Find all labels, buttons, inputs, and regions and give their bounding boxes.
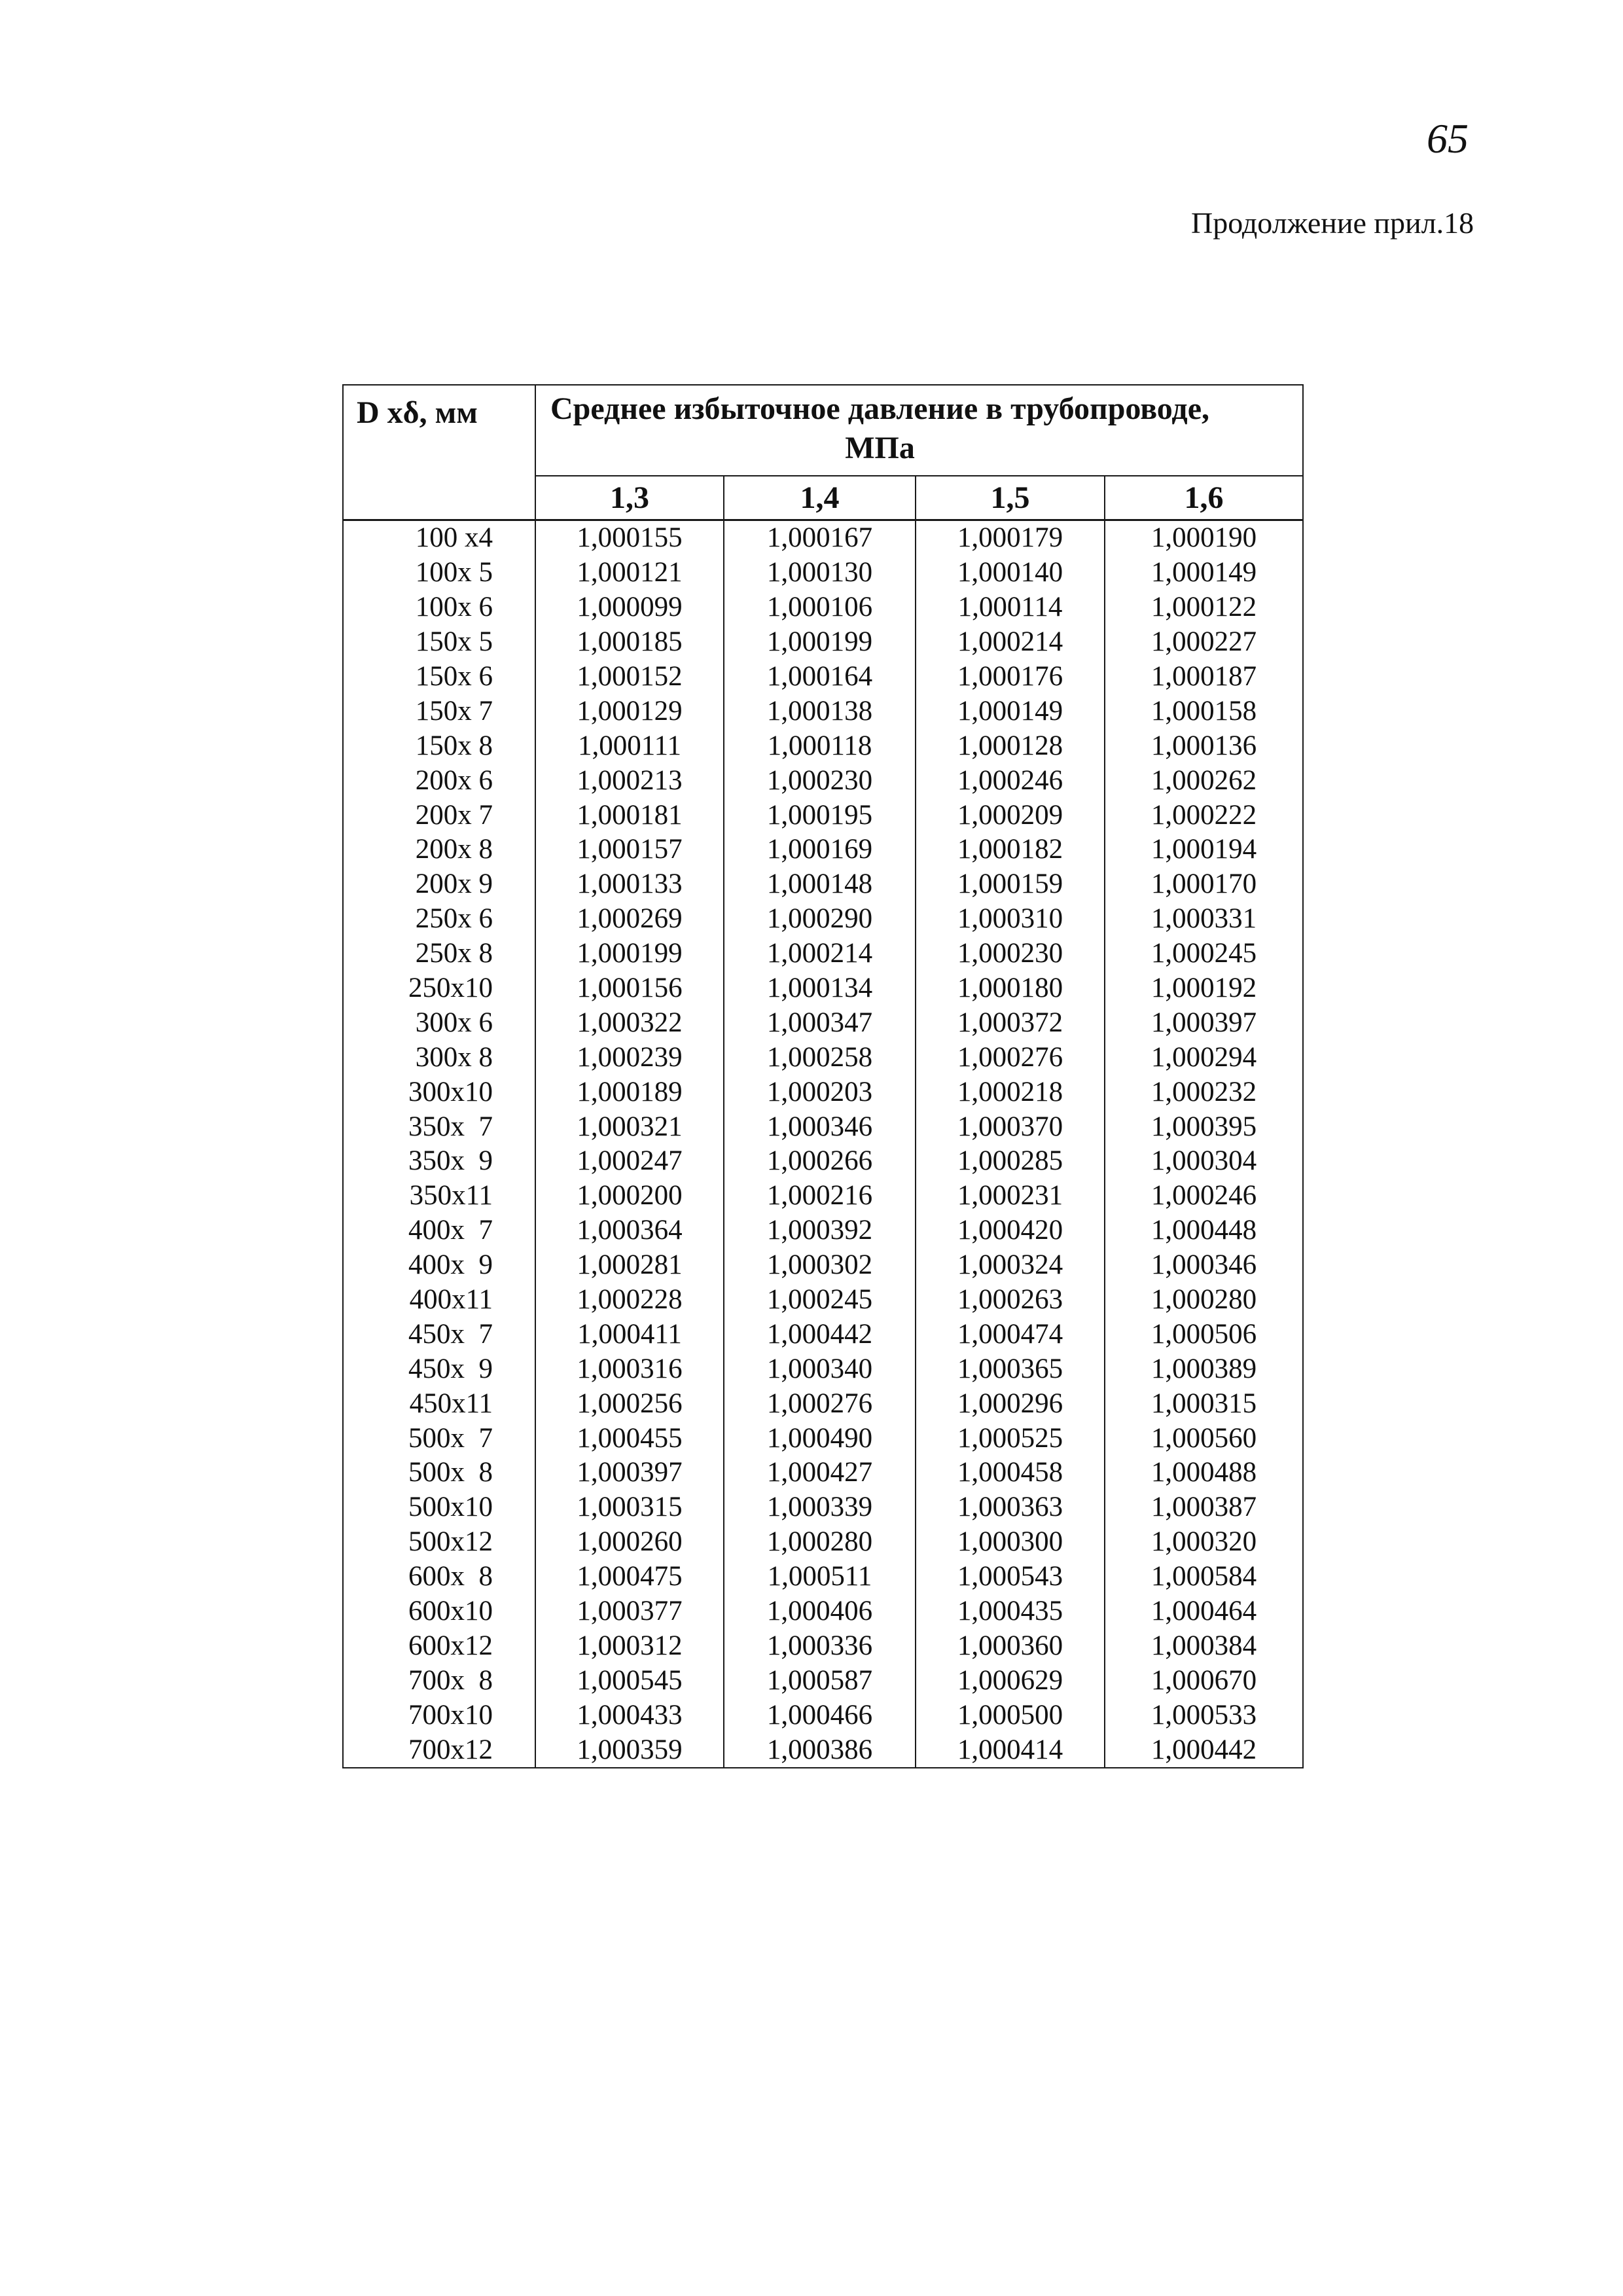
coefficient-cell: 1,000490 (724, 1421, 916, 1456)
dimension-cell: 150x 7 (343, 694, 535, 728)
coefficient-cell: 1,000488 (1105, 1456, 1303, 1490)
coefficient-cell: 1,000300 (916, 1525, 1105, 1560)
table-row (343, 556, 1303, 590)
coefficient-cell: 1,000256 (535, 1386, 724, 1421)
coefficient-cell: 1,000149 (916, 694, 1105, 728)
dimension-cell: 100 x4 (343, 520, 535, 556)
continuation-label: Продолжение прил.18 (1191, 206, 1474, 240)
coefficient-cell: 1,000129 (535, 694, 724, 728)
dimension-cell: 300x10 (343, 1075, 535, 1109)
coefficient-cell: 1,000157 (535, 833, 724, 867)
coefficient-cell: 1,000389 (1105, 1352, 1303, 1386)
coefficient-cell: 1,000304 (1105, 1144, 1303, 1179)
coefficient-cell: 1,000214 (916, 625, 1105, 660)
coefficient-cell: 1,000331 (1105, 902, 1303, 937)
coefficient-cell: 1,000149 (1105, 556, 1303, 590)
dimension-cell: 400x11 (343, 1283, 535, 1318)
dimension-cell: 300x 6 (343, 1005, 535, 1040)
coefficient-cell: 1,000466 (724, 1698, 916, 1732)
coefficient-cell: 1,000442 (724, 1317, 916, 1352)
coefficient-cell: 1,000347 (724, 1005, 916, 1040)
coefficient-cell: 1,000128 (916, 728, 1105, 763)
coefficient-cell: 1,000377 (535, 1594, 724, 1629)
table-row (343, 1594, 1303, 1629)
coefficient-cell: 1,000158 (1105, 694, 1303, 728)
coefficient-cell: 1,000500 (916, 1698, 1105, 1732)
coefficient-cell: 1,000245 (724, 1283, 916, 1318)
dimension-cell: 250x10 (343, 971, 535, 1006)
dimension-cell: 150x 8 (343, 728, 535, 763)
coefficient-cell: 1,000164 (724, 660, 916, 694)
coefficient-cell: 1,000121 (535, 556, 724, 590)
coefficient-cell: 1,000260 (535, 1525, 724, 1560)
coefficient-cell: 1,000285 (916, 1144, 1105, 1179)
coefficient-cell: 1,000118 (724, 728, 916, 763)
table-row (343, 1352, 1303, 1386)
dimension-cell: 600x10 (343, 1594, 535, 1629)
coefficient-cell: 1,000199 (724, 625, 916, 660)
coefficient-cell: 1,000180 (916, 971, 1105, 1006)
dimension-column-header: D xδ, мм (343, 385, 535, 520)
coefficient-cell: 1,000414 (916, 1732, 1105, 1768)
dimension-cell: 700x10 (343, 1698, 535, 1732)
coefficient-cell: 1,000263 (916, 1283, 1105, 1318)
coefficient-cell: 1,000140 (916, 556, 1105, 590)
coefficient-cell: 1,000406 (724, 1594, 916, 1629)
coefficient-cell: 1,000239 (535, 1040, 724, 1075)
coefficient-cell: 1,000246 (1105, 1179, 1303, 1213)
dimension-cell: 600x 8 (343, 1560, 535, 1594)
coefficient-cell: 1,000213 (535, 763, 724, 798)
dimension-cell: 350x 7 (343, 1109, 535, 1144)
coefficient-cell: 1,000363 (916, 1490, 1105, 1525)
pressure-column-header: 1,3 (535, 476, 724, 520)
coefficient-cell: 1,000133 (535, 867, 724, 902)
coefficient-cell: 1,000148 (724, 867, 916, 902)
table-row (343, 590, 1303, 625)
dimension-cell: 400x 9 (343, 1248, 535, 1283)
coefficient-cell: 1,000339 (724, 1490, 916, 1525)
coefficient-cell: 1,000411 (535, 1317, 724, 1352)
coefficient-cell: 1,000545 (535, 1663, 724, 1698)
coefficient-cell: 1,000324 (916, 1248, 1105, 1283)
pressure-column-header: 1,5 (916, 476, 1105, 520)
coefficient-cell: 1,000420 (916, 1213, 1105, 1248)
coefficient-cell: 1,000587 (724, 1663, 916, 1698)
coefficient-cell: 1,000296 (916, 1386, 1105, 1421)
coefficient-cell: 1,000182 (916, 833, 1105, 867)
coefficient-cell: 1,000442 (1105, 1732, 1303, 1768)
coefficient-cell: 1,000336 (724, 1629, 916, 1664)
coefficient-cell: 1,000209 (916, 798, 1105, 833)
dimension-cell: 700x12 (343, 1732, 535, 1768)
coefficient-cell: 1,000111 (535, 728, 724, 763)
coefficient-cell: 1,000458 (916, 1456, 1105, 1490)
coefficient-cell: 1,000192 (1105, 971, 1303, 1006)
coefficient-cell: 1,000179 (916, 520, 1105, 556)
table-row (343, 1456, 1303, 1490)
table-row (343, 971, 1303, 1006)
table-row (343, 1560, 1303, 1594)
coefficient-cell: 1,000228 (535, 1283, 724, 1318)
coefficient-cell: 1,000185 (535, 625, 724, 660)
coefficient-cell: 1,000386 (724, 1732, 916, 1768)
table-row (343, 833, 1303, 867)
coefficient-cell: 1,000372 (916, 1005, 1105, 1040)
coefficient-cell: 1,000194 (1105, 833, 1303, 867)
coefficient-cell: 1,000203 (724, 1075, 916, 1109)
table-row (343, 1283, 1303, 1318)
table-header (343, 385, 1303, 520)
coefficient-cell: 1,000230 (724, 763, 916, 798)
coefficient-cell: 1,000384 (1105, 1629, 1303, 1664)
coefficient-cell: 1,000276 (724, 1386, 916, 1421)
table-row (343, 520, 1303, 556)
coefficient-cell: 1,000152 (535, 660, 724, 694)
dimension-cell: 200x 6 (343, 763, 535, 798)
table-row (343, 660, 1303, 694)
table-row (343, 1421, 1303, 1456)
coefficient-cell: 1,000181 (535, 798, 724, 833)
coefficient-cell: 1,000280 (1105, 1283, 1303, 1318)
table-row (343, 1005, 1303, 1040)
dimension-cell: 400x 7 (343, 1213, 535, 1248)
table-row (343, 1386, 1303, 1421)
table-row (343, 798, 1303, 833)
coefficient-cell: 1,000387 (1105, 1490, 1303, 1525)
dimension-cell: 100x 5 (343, 556, 535, 590)
table-row (343, 1213, 1303, 1248)
coefficient-cell: 1,000189 (535, 1075, 724, 1109)
coefficient-cell: 1,000114 (916, 590, 1105, 625)
coefficient-cell: 1,000511 (724, 1560, 916, 1594)
table-row (343, 1248, 1303, 1283)
table-row (343, 1629, 1303, 1664)
coefficient-cell: 1,000200 (535, 1179, 724, 1213)
table-row (343, 1109, 1303, 1144)
dimension-cell: 600x12 (343, 1629, 535, 1664)
coefficient-cell: 1,000475 (535, 1560, 724, 1594)
coefficient-cell: 1,000216 (724, 1179, 916, 1213)
coefficient-cell: 1,000435 (916, 1594, 1105, 1629)
dimension-cell: 250x 8 (343, 937, 535, 971)
dimension-cell: 500x12 (343, 1525, 535, 1560)
coefficient-cell: 1,000433 (535, 1698, 724, 1732)
coefficient-cell: 1,000122 (1105, 590, 1303, 625)
dimension-cell: 450x 9 (343, 1352, 535, 1386)
coefficient-cell: 1,000156 (535, 971, 724, 1006)
table-row (343, 902, 1303, 937)
coefficient-cell: 1,000315 (1105, 1386, 1303, 1421)
coefficient-cell: 1,000230 (916, 937, 1105, 971)
coefficient-cell: 1,000629 (916, 1663, 1105, 1698)
table-body (343, 520, 1303, 1768)
table-row (343, 625, 1303, 660)
dimension-cell: 350x 9 (343, 1144, 535, 1179)
page-number: 65 (1427, 115, 1469, 162)
coefficient-table-container (342, 384, 1304, 1768)
dimension-cell: 150x 6 (343, 660, 535, 694)
coefficient-cell: 1,000294 (1105, 1040, 1303, 1075)
coefficient-cell: 1,000281 (535, 1248, 724, 1283)
coefficient-cell: 1,000320 (1105, 1525, 1303, 1560)
table-row (343, 1698, 1303, 1732)
coefficient-cell: 1,000392 (724, 1213, 916, 1248)
coefficient-cell: 1,000310 (916, 902, 1105, 937)
table-row (343, 937, 1303, 971)
table-row (343, 1490, 1303, 1525)
coefficient-cell: 1,000258 (724, 1040, 916, 1075)
coefficient-cell: 1,000359 (535, 1732, 724, 1768)
coefficient-cell: 1,000321 (535, 1109, 724, 1144)
dimension-cell: 500x 8 (343, 1456, 535, 1490)
table-row (343, 1525, 1303, 1560)
coefficient-cell: 1,000155 (535, 520, 724, 556)
coefficient-cell: 1,000312 (535, 1629, 724, 1664)
coefficient-cell: 1,000290 (724, 902, 916, 937)
coefficient-cell: 1,000187 (1105, 660, 1303, 694)
header-row-group (343, 385, 1303, 476)
pressure-column-header: 1,6 (1105, 476, 1303, 520)
coefficient-table (342, 384, 1304, 1768)
coefficient-cell: 1,000427 (724, 1456, 916, 1490)
coefficient-cell: 1,000346 (724, 1109, 916, 1144)
coefficient-cell: 1,000138 (724, 694, 916, 728)
table-row (343, 1732, 1303, 1768)
coefficient-cell: 1,000316 (535, 1352, 724, 1386)
coefficient-cell: 1,000169 (724, 833, 916, 867)
table-row (343, 1075, 1303, 1109)
coefficient-cell: 1,000159 (916, 867, 1105, 902)
pressure-group-header: Среднее избыточное давление в трубопроводе, МПа (535, 385, 1303, 476)
coefficient-cell: 1,000525 (916, 1421, 1105, 1456)
dimension-cell: 500x 7 (343, 1421, 535, 1456)
coefficient-cell: 1,000134 (724, 971, 916, 1006)
coefficient-cell: 1,000584 (1105, 1560, 1303, 1594)
coefficient-cell: 1,000176 (916, 660, 1105, 694)
dimension-cell: 200x 7 (343, 798, 535, 833)
dimension-cell: 450x11 (343, 1386, 535, 1421)
dimension-cell: 200x 9 (343, 867, 535, 902)
coefficient-cell: 1,000670 (1105, 1663, 1303, 1698)
coefficient-cell: 1,000280 (724, 1525, 916, 1560)
coefficient-cell: 1,000560 (1105, 1421, 1303, 1456)
coefficient-cell: 1,000365 (916, 1352, 1105, 1386)
coefficient-cell: 1,000167 (724, 520, 916, 556)
coefficient-cell: 1,000218 (916, 1075, 1105, 1109)
coefficient-cell: 1,000364 (535, 1213, 724, 1248)
dimension-cell: 450x 7 (343, 1317, 535, 1352)
coefficient-cell: 1,000262 (1105, 763, 1303, 798)
coefficient-cell: 1,000543 (916, 1560, 1105, 1594)
coefficient-cell: 1,000395 (1105, 1109, 1303, 1144)
coefficient-cell: 1,000099 (535, 590, 724, 625)
table-row (343, 1317, 1303, 1352)
coefficient-cell: 1,000346 (1105, 1248, 1303, 1283)
coefficient-cell: 1,000170 (1105, 867, 1303, 902)
table-row (343, 728, 1303, 763)
coefficient-cell: 1,000360 (916, 1629, 1105, 1664)
coefficient-cell: 1,000464 (1105, 1594, 1303, 1629)
coefficient-cell: 1,000199 (535, 937, 724, 971)
table-row (343, 1040, 1303, 1075)
coefficient-cell: 1,000276 (916, 1040, 1105, 1075)
dimension-cell: 150x 5 (343, 625, 535, 660)
table-row (343, 1144, 1303, 1179)
coefficient-cell: 1,000130 (724, 556, 916, 590)
coefficient-cell: 1,000266 (724, 1144, 916, 1179)
coefficient-cell: 1,000322 (535, 1005, 724, 1040)
coefficient-cell: 1,000455 (535, 1421, 724, 1456)
coefficient-cell: 1,000474 (916, 1317, 1105, 1352)
coefficient-cell: 1,000397 (535, 1456, 724, 1490)
coefficient-cell: 1,000195 (724, 798, 916, 833)
coefficient-cell: 1,000269 (535, 902, 724, 937)
dimension-cell: 200x 8 (343, 833, 535, 867)
coefficient-cell: 1,000448 (1105, 1213, 1303, 1248)
dimension-cell: 500x10 (343, 1490, 535, 1525)
coefficient-cell: 1,000227 (1105, 625, 1303, 660)
coefficient-cell: 1,000302 (724, 1248, 916, 1283)
coefficient-cell: 1,000397 (1105, 1005, 1303, 1040)
coefficient-cell: 1,000231 (916, 1179, 1105, 1213)
table-row (343, 1663, 1303, 1698)
table-row (343, 867, 1303, 902)
coefficient-cell: 1,000222 (1105, 798, 1303, 833)
coefficient-cell: 1,000245 (1105, 937, 1303, 971)
coefficient-cell: 1,000214 (724, 937, 916, 971)
coefficient-cell: 1,000247 (535, 1144, 724, 1179)
dimension-cell: 300x 8 (343, 1040, 535, 1075)
coefficient-cell: 1,000246 (916, 763, 1105, 798)
dimension-cell: 700x 8 (343, 1663, 535, 1698)
table-row (343, 1179, 1303, 1213)
coefficient-cell: 1,000106 (724, 590, 916, 625)
coefficient-cell: 1,000315 (535, 1490, 724, 1525)
coefficient-cell: 1,000190 (1105, 520, 1303, 556)
coefficient-cell: 1,000136 (1105, 728, 1303, 763)
coefficient-cell: 1,000340 (724, 1352, 916, 1386)
pressure-column-header: 1,4 (724, 476, 916, 520)
coefficient-cell: 1,000232 (1105, 1075, 1303, 1109)
coefficient-cell: 1,000533 (1105, 1698, 1303, 1732)
dimension-cell: 350x11 (343, 1179, 535, 1213)
dimension-cell: 100x 6 (343, 590, 535, 625)
coefficient-cell: 1,000370 (916, 1109, 1105, 1144)
table-row (343, 763, 1303, 798)
dimension-cell: 250x 6 (343, 902, 535, 937)
coefficient-cell: 1,000506 (1105, 1317, 1303, 1352)
table-row (343, 694, 1303, 728)
